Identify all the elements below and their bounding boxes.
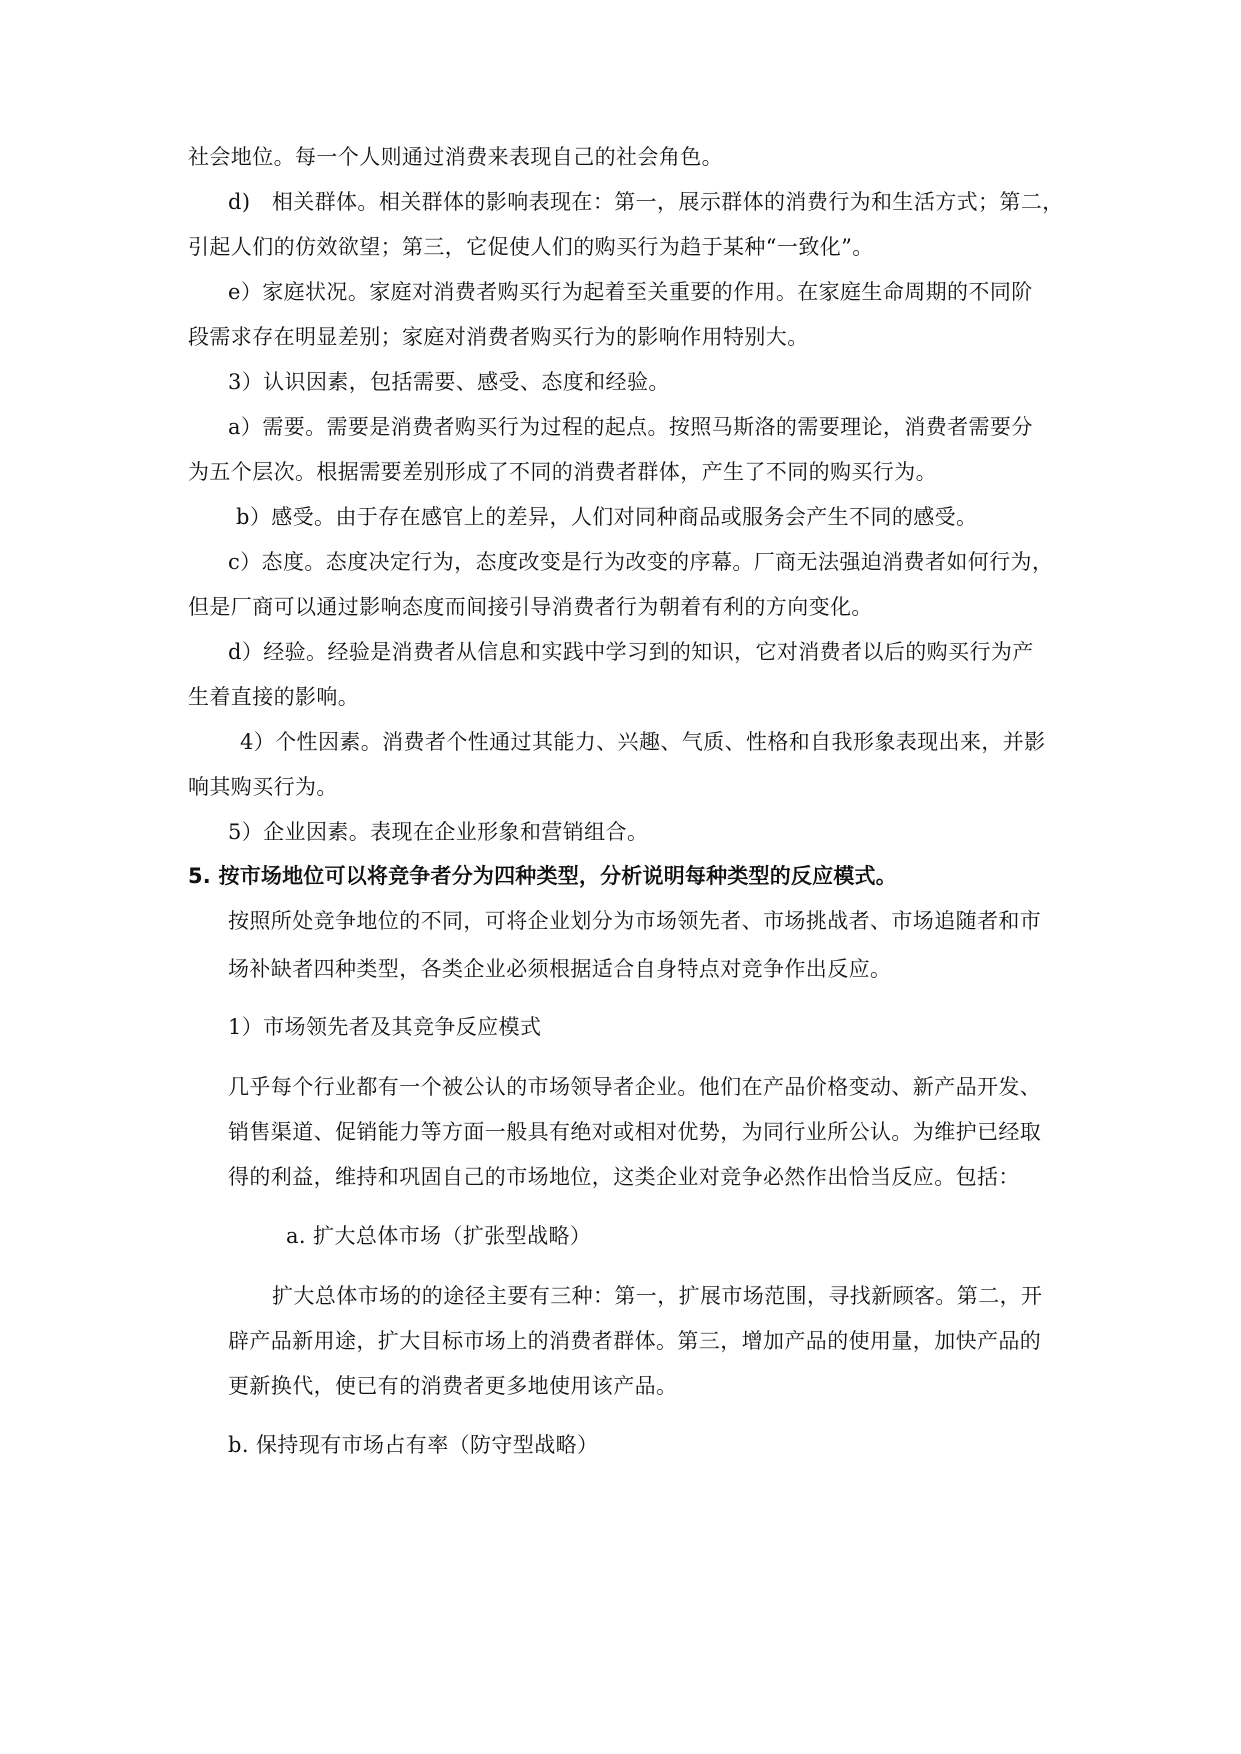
text-line: a. 扩大总体市场（扩张型战略） <box>286 1224 592 1248</box>
text-line: 但是厂商可以通过影响态度而间接引导消费者行为朝着有利的方向变化。 <box>188 595 873 619</box>
text-line: b）感受。由于存在感官上的差异，人们对同种商品或服务会产生不同的感受。 <box>236 505 978 529</box>
text-line: 更新换代，使已有的消费者更多地使用该产品。 <box>228 1374 678 1398</box>
text-line: 为五个层次。根据需要差别形成了不同的消费者群体，产生了不同的购买行为。 <box>188 460 937 484</box>
text-line: 社会地位。每一个人则通过消费来表现自己的社会角色。 <box>188 145 723 169</box>
text-line: 5）企业因素。表现在企业形象和营销组合。 <box>228 820 649 844</box>
text-line: a）需要。需要是消费者购买行为过程的起点。按照马斯洛的需要理论，消费者需要分 <box>228 415 1033 439</box>
text-line: 响其购买行为。 <box>188 775 338 799</box>
text-line: 得的利益，维持和巩固自己的市场地位，这类企业对竞争必然作出恰当反应。包括： <box>228 1165 1020 1189</box>
text-line: 销售渠道、促销能力等方面一般具有绝对或相对优势，为同行业所公认。为维护已经取 <box>228 1120 1042 1144</box>
text-line: 扩大总体市场的的途径主要有三种：第一，扩展市场范围，寻找新顾客。第二，开 <box>272 1284 1043 1308</box>
text-line: 按照所处竞争地位的不同，可将企业划分为市场领先者、市场挑战者、市场追随者和市 <box>228 909 1042 933</box>
text-line: 生着直接的影响。 <box>188 685 360 709</box>
text-line: e）家庭状况。家庭对消费者购买行为起着至关重要的作用。在家庭生命周期的不同阶 <box>228 280 1033 304</box>
text-line: c）态度。态度决定行为，态度改变是行为改变的序幕。厂商无法强迫消费者如何行为， <box>228 550 1054 574</box>
text-line: 段需求存在明显差别；家庭对消费者购买行为的影响作用特别大。 <box>188 325 809 349</box>
text-line: d) 相关群体。相关群体的影响表现在：第一，展示群体的消费行为和生活方式；第二， <box>228 190 1064 214</box>
text-line: 几乎每个行业都有一个被公认的市场领导者企业。他们在产品价格变动、新产品开发、 <box>228 1075 1042 1099</box>
text-line: 引起人们的仿效欲望；第三，它促使人们的购买行为趋于某种“一致化”。 <box>188 235 874 259</box>
text-line: 1）市场领先者及其竞争反应模式 <box>228 1015 542 1039</box>
text-line: 3）认识因素，包括需要、感受、态度和经验。 <box>228 370 670 394</box>
text-line: 辟产品新用途，扩大目标市场上的消费者群体。第三，增加产品的使用量，加快产品的 <box>228 1329 1042 1353</box>
section-heading: 5. 按市场地位可以将竞争者分为四种类型，分析说明每种类型的反应模式。 <box>188 864 897 888</box>
text-line: 场补缺者四种类型，各类企业必须根据适合自身特点对竞争作出反应。 <box>228 957 892 981</box>
text-line: d）经验。经验是消费者从信息和实践中学习到的知识，它对消费者以后的购买行为产 <box>228 640 1034 664</box>
text-line: b. 保持现有市场占有率（防守型战略） <box>228 1433 599 1457</box>
text-line: 4）个性因素。消费者个性通过其能力、兴趣、气质、性格和自我形象表现出来，并影 <box>240 730 1046 754</box>
